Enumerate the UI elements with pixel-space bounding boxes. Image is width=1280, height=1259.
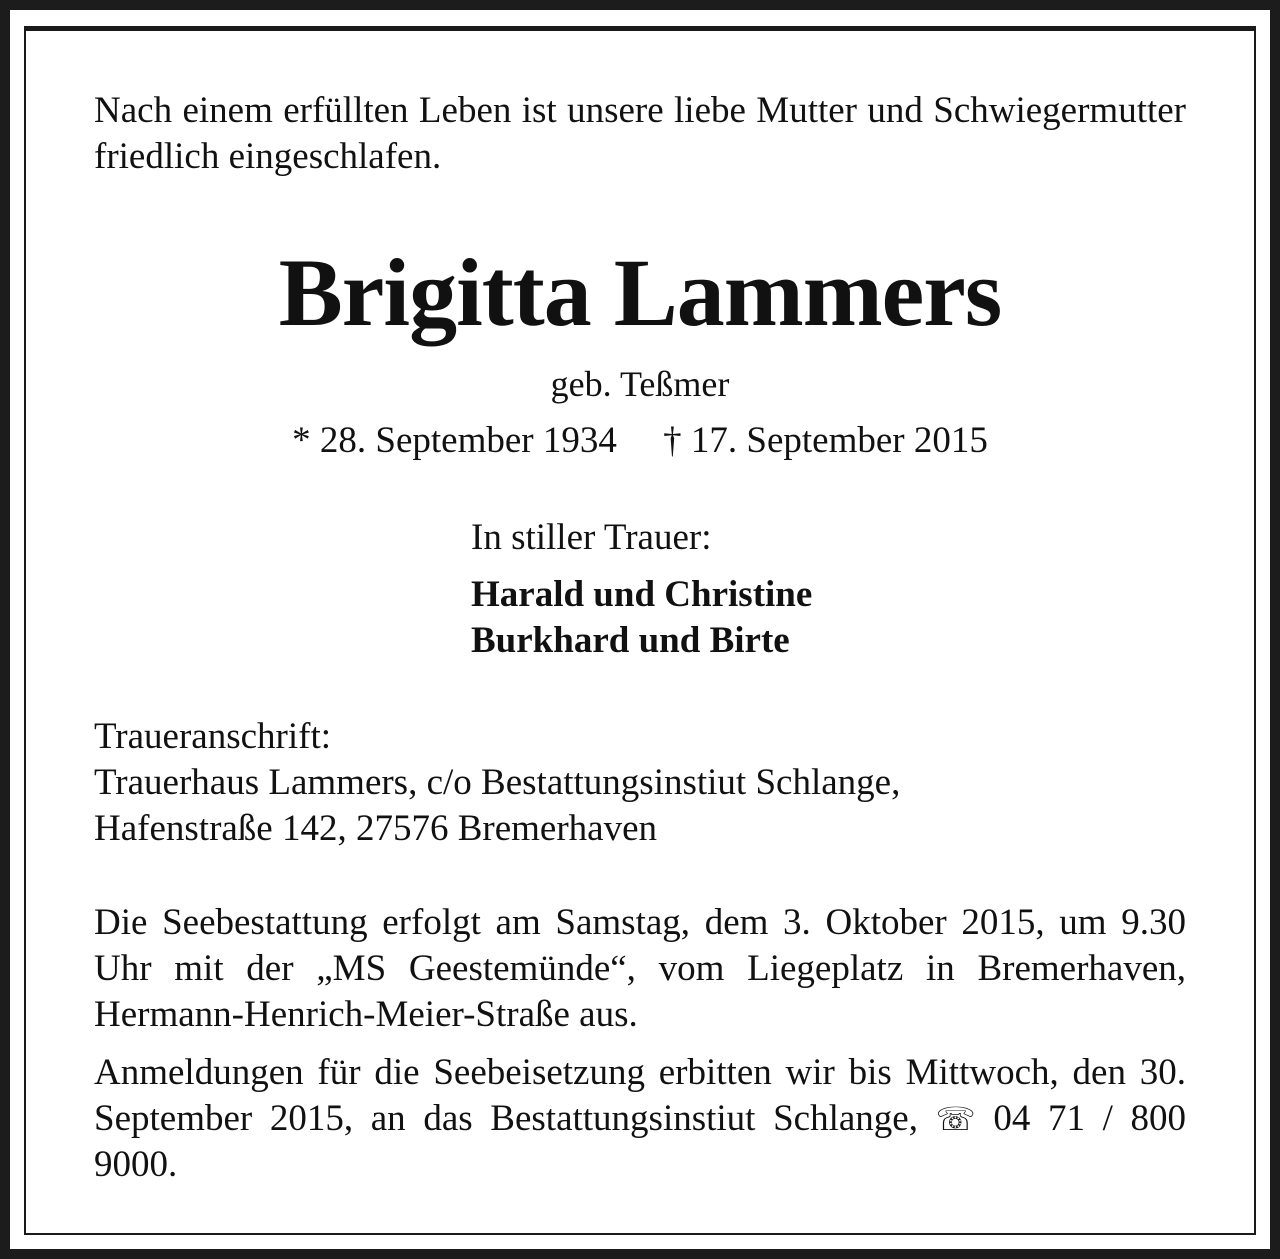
birth-date: * 28. September 1934 [292, 420, 617, 461]
notice-content [94, 10, 1186, 1249]
maiden-name: geb. Teßmer [550, 364, 730, 404]
address-line: Hafenstraße 142, 27576 Bremerhaven [94, 808, 658, 849]
burial-details: Die Seebestattung erfolgt am Samstag, dem 3. Oktober 2015, um 9.30 Uhr mit der „MS Geestemünde“, vom Liegeplatz in Bremerhaven, Hermann-Henrich-Meier-Straße aus. [94, 902, 1186, 1035]
mourner-line: Burkhard und Birte [471, 620, 790, 661]
deceased-name: Brigitta Lammers [278, 239, 1002, 346]
telephone-icon: ☏ [935, 1101, 976, 1137]
registration-text: Anmeldungen für die Seebeisetzung erbitten wir bis Mittwoch, den 30. September 2015, an das Bestattungsinstiut Schlange, [94, 1052, 1186, 1139]
obituary-notice [10, 10, 1270, 1249]
phone-number: 04 71 / 800 9000. [94, 1098, 1187, 1185]
address-label: Traueranschrift: [94, 716, 332, 757]
address-line: Trauerhaus Lammers, c/o Bestattungsinstiut Schlange, [94, 762, 901, 803]
intro-text: Nach einem erfüllten Leben ist unsere liebe Mutter und Schwiegermutter friedlich eingeschlafen. [94, 90, 1186, 177]
mourner-line: Harald und Christine [471, 574, 813, 615]
registration-details [94, 1050, 1186, 1188]
life-dates [94, 418, 1186, 464]
mourning-label: In stiller Trauer: [471, 517, 712, 558]
mourning-address [94, 714, 900, 852]
mourners-list [471, 572, 812, 664]
death-date: † 17. September 2015 [663, 420, 988, 461]
